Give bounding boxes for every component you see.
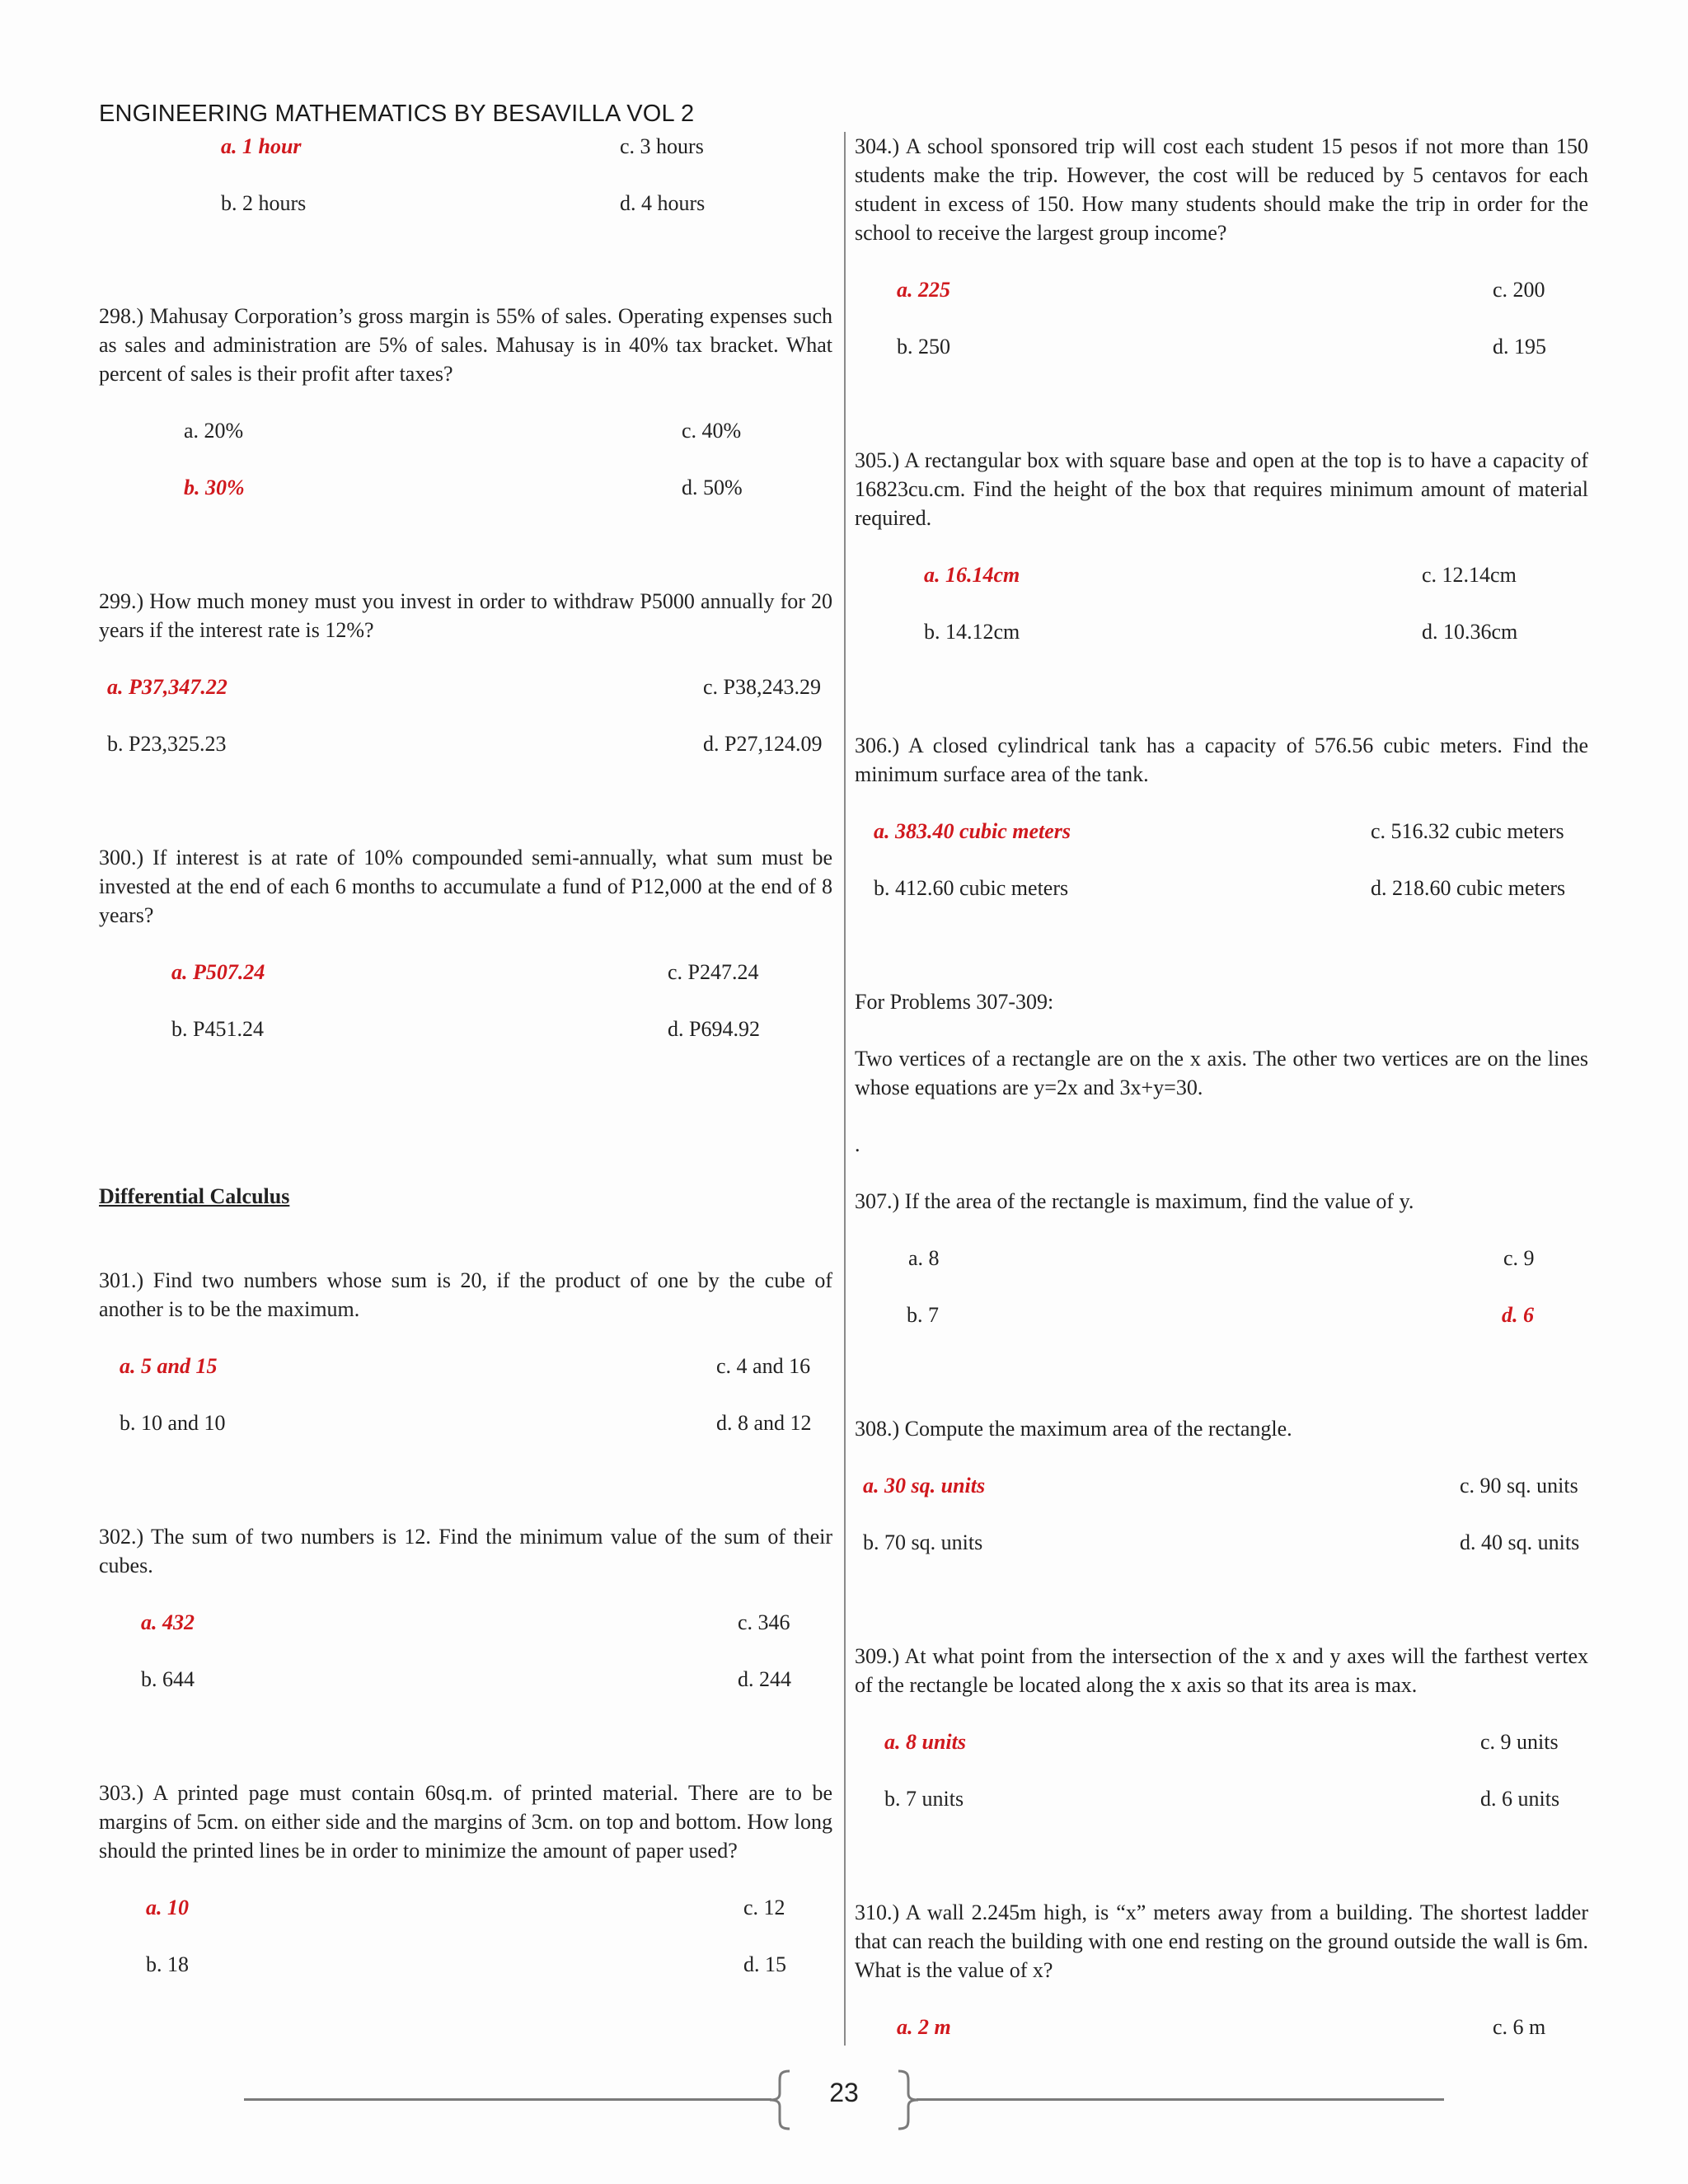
stray-period: . [855, 1132, 860, 1156]
question-308 [855, 1414, 1588, 1443]
q304-option-c: c. 200 [1493, 278, 1545, 302]
q298-option-a: a. 20% [184, 419, 244, 443]
q302-option-c: c. 346 [738, 1610, 790, 1634]
question-303 [99, 1779, 832, 1865]
q301-option-a: a. 5 and 15 [120, 1354, 218, 1378]
question-305-text: 305.) A rectangular box with square base and open at the top is to have a capacity of 16823cu.cm. Find the height of the box that requires minimum amount of material required. [855, 448, 1588, 530]
q298-option-d: d. 50% [682, 476, 743, 499]
problems-307-309-text: Two vertices of a rectangle are on the x axis. The other two vertices are on the lines whose equations are y=2x and 3x+y=30. [855, 1047, 1588, 1099]
question-298 [99, 302, 832, 388]
q300-option-a: a. P507.24 [171, 960, 265, 984]
q298-option-c: c. 40% [682, 419, 742, 443]
q303-option-c: c. 12 [743, 1896, 785, 1919]
footer-right-brace [893, 2069, 923, 2131]
question-298-text: 298.) Mahusay Corporation’s gross margin is 55% of sales. Operating expenses such as sales and administration are 5% of sales. Mahusay is in 40% tax bracket. What percent of sales is their profit after taxes? [99, 304, 832, 386]
question-307 [855, 1187, 1588, 1216]
problems-307-309-statement [855, 1044, 1588, 1102]
question-306-text: 306.) A closed cylindrical tank has a capacity of 576.56 cubic meters. Find the minimum surface area of the tank. [855, 733, 1588, 786]
q297-option-b: b. 2 hours [221, 191, 307, 215]
q307-option-c: c. 9 [1503, 1246, 1535, 1270]
q310-option-a: a. 2 m [897, 2015, 951, 2039]
question-302-text: 302.) The sum of two numbers is 12. Find the minimum value of the sum of their cubes. [99, 1525, 832, 1577]
question-306 [855, 731, 1588, 789]
q303-option-b: b. 18 [146, 1952, 189, 1976]
question-299 [99, 587, 832, 644]
section-heading-differential-calculus: Differential Calculus [99, 1184, 290, 1208]
q308-option-a: a. 30 sq. units [863, 1474, 986, 1497]
q299-option-c: c. P38,243.29 [703, 675, 821, 699]
q308-option-b: b. 70 sq. units [863, 1530, 983, 1554]
q309-option-b: b. 7 units [884, 1787, 964, 1811]
q298-option-b: b. 30% [184, 476, 245, 499]
question-309-text: 309.) At what point from the intersection of the x and y axes will the farthest vertex of the rectangle be located along the x axis so that its area is max. [855, 1644, 1588, 1697]
footer-rule-right [917, 2098, 1444, 2101]
question-305 [855, 446, 1588, 532]
footer-rule-left [244, 2098, 771, 2101]
q306-option-c: c. 516.32 cubic meters [1371, 819, 1564, 843]
q297-option-a: a. 1 hour [221, 134, 302, 158]
q300-option-d: d. P694.92 [668, 1017, 760, 1041]
q299-option-a: a. P37,347.22 [107, 675, 227, 699]
q306-option-a: a. 383.40 cubic meters [874, 819, 1071, 843]
question-300-text: 300.) If interest is at rate of 10% compounded semi-annually, what sum must be invested at the end of each 6 months to accumulate a fund of P12,000 at the end of 8 years? [99, 846, 832, 927]
q303-option-a: a. 10 [146, 1896, 189, 1919]
question-310-text: 310.) A wall 2.245m high, is “x” meters away from a building. The shortest ladder that can reach the building with one end resting on the ground outside the wall is 6m. What is the value of x? [855, 1900, 1588, 1982]
question-302 [99, 1522, 832, 1580]
q301-option-d: d. 8 and 12 [716, 1411, 812, 1435]
q305-option-d: d. 10.36cm [1422, 620, 1518, 644]
question-308-text: 308.) Compute the maximum area of the rectangle. [855, 1417, 1292, 1441]
problems-307-309-heading: For Problems 307-309: [855, 990, 1054, 1014]
q304-option-a: a. 225 [897, 278, 950, 302]
question-301-text: 301.) Find two numbers whose sum is 20, if the product of one by the cube of another is to be the maximum. [99, 1268, 832, 1321]
q301-option-c: c. 4 and 16 [716, 1354, 811, 1378]
q297-option-c: c. 3 hours [620, 134, 704, 158]
question-304-text: 304.) A school sponsored trip will cost each student 15 pesos if not more than 150 students make the trip. However, the cost will be reduced by 5 centavos for each student in excess of 150. How many students should make the trip in order for the school to receive the largest group income? [855, 134, 1588, 245]
q307-option-d: d. 6 [1502, 1303, 1534, 1327]
q303-option-d: d. 15 [743, 1952, 786, 1976]
q306-option-d: d. 218.60 cubic meters [1371, 876, 1566, 900]
q305-option-b: b. 14.12cm [924, 620, 1020, 644]
q309-option-d: d. 6 units [1480, 1787, 1560, 1811]
q300-option-c: c. P247.24 [668, 960, 759, 984]
q299-option-b: b. P23,325.23 [107, 732, 227, 756]
q305-option-a: a. 16.14cm [924, 563, 1020, 587]
q304-option-d: d. 195 [1493, 335, 1546, 359]
question-303-text: 303.) A printed page must contain 60sq.m. of printed material. There are to be margins of 5cm. on either side and the margins of 3cm. on top and bottom. How long should the printed lines be in order to minimize the amount of paper used? [99, 1781, 832, 1863]
q302-option-a: a. 432 [141, 1610, 195, 1634]
question-300 [99, 843, 832, 930]
question-299-text: 299.) How much money must you invest in order to withdraw P5000 annually for 20 years if the interest rate is 12%? [99, 589, 832, 642]
q304-option-b: b. 250 [897, 335, 950, 359]
q310-option-c: c. 6 m [1493, 2015, 1546, 2039]
question-304 [855, 132, 1588, 247]
q301-option-b: b. 10 and 10 [120, 1411, 226, 1435]
q302-option-b: b. 644 [141, 1667, 195, 1691]
q308-option-c: c. 90 sq. units [1460, 1474, 1578, 1497]
q300-option-b: b. P451.24 [171, 1017, 264, 1041]
question-309 [855, 1642, 1588, 1699]
q309-option-c: c. 9 units [1480, 1730, 1559, 1754]
footer-left-brace [765, 2069, 795, 2131]
q309-option-a: a. 8 units [884, 1730, 966, 1754]
question-301 [99, 1266, 832, 1324]
q306-option-b: b. 412.60 cubic meters [874, 876, 1069, 900]
page-number: 23 [829, 2078, 859, 2107]
q297-option-d: d. 4 hours [620, 191, 706, 215]
question-310 [855, 1898, 1588, 1985]
q307-option-b: b. 7 [907, 1303, 939, 1327]
question-307-text: 307.) If the area of the rectangle is maximum, find the value of y. [855, 1189, 1414, 1213]
q302-option-d: d. 244 [738, 1667, 791, 1691]
page-header-title: ENGINEERING MATHEMATICS BY BESAVILLA VOL 2 [99, 101, 695, 127]
q305-option-c: c. 12.14cm [1422, 563, 1517, 587]
q308-option-d: d. 40 sq. units [1460, 1530, 1580, 1554]
column-divider [844, 132, 846, 2046]
q299-option-d: d. P27,124.09 [703, 732, 823, 756]
q307-option-a: a. 8 [908, 1246, 940, 1270]
